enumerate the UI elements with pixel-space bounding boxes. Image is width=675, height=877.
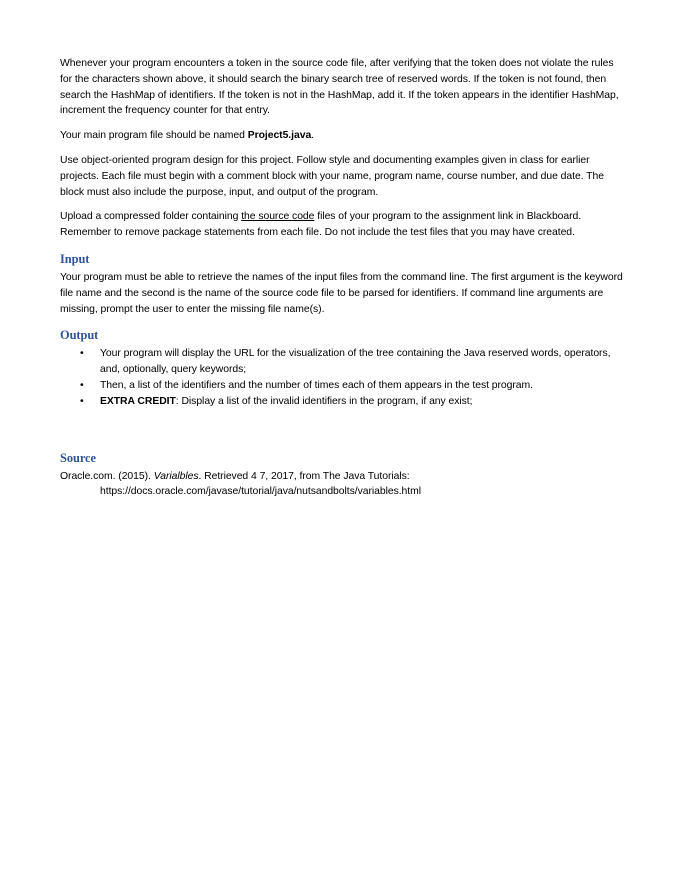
citation-suffix: . Retrieved 4 7, 2017, from The Java Tutorials: (198, 470, 410, 482)
main-file-suffix: . (311, 130, 315, 142)
input-heading: Input (60, 251, 90, 266)
output-heading: Output (60, 328, 99, 343)
output-list (60, 346, 625, 409)
citation-prefix: Oracle.com. (2015). (60, 470, 154, 482)
upload-suffix: files of your program to the assignment link in Blackboard. Remember to remove package statements from each file. Do not include the test files that you may have created. (60, 211, 582, 239)
input-paragraph: Your program must be able to retrieve the names of the input files from the command line. The first argument is the keyword file name and the second is the name of the source code file to be parsed for identifiers. If command line arguments are missing, prompt the user to enter the missing file name(s). (60, 271, 623, 315)
output-item-3-text: : Display a list of the invalid identifiers in the program, if any exist; (175, 395, 473, 407)
main-file-prefix: Your main program file should be named (60, 130, 248, 142)
citation-url: https://docs.oracle.com/javase/tutorial/java/nutsandbolts/variables.html (100, 486, 421, 498)
intro-paragraph-3: Use object-oriented program design for this project. Follow style and documenting examples given in class for earlier projects. Each file must begin with a comment block with your name, program name, course number, and due date. The block must also include the purpose, input, and output of the program. (60, 154, 604, 198)
source-heading: Source (60, 450, 96, 465)
extra-credit-label: EXTRA CREDIT (100, 395, 176, 407)
output-list-item (60, 394, 625, 410)
intro-paragraph-4 (60, 209, 625, 241)
source-citation (60, 469, 625, 485)
citation-title: Varialbles (153, 470, 199, 482)
document-body (60, 56, 625, 500)
upload-underlined: the source code (241, 211, 315, 223)
bullet-icon: • (80, 348, 84, 360)
output-list-item (60, 378, 625, 394)
bullet-icon: • (80, 379, 84, 391)
output-item-1-text: Your program will display the URL for the visualization of the tree containing the Java reserved words, operators, and, optionally, query keywords; (100, 348, 611, 376)
bullet-icon: • (80, 395, 84, 407)
intro-paragraph-2 (60, 128, 625, 144)
upload-prefix: Upload a compressed folder containing (60, 211, 242, 223)
output-list-item (60, 346, 625, 378)
main-file-name: Project5.java (247, 130, 312, 142)
spacer (60, 410, 625, 450)
intro-paragraph-1: Whenever your program encounters a token in the source code file, after verifying that the token does not violate the rules for the characters shown above, it should search the binary search tree of reserved words. If the token is not found, then search the HashMap of identifiers. If the token is not in the HashMap, add it. If the token appears in the identifier HashMap, increment the frequency counter for that entry. (60, 58, 619, 117)
output-item-2-text: Then, a list of the identifiers and the number of times each of them appears in the test program. (100, 379, 533, 391)
